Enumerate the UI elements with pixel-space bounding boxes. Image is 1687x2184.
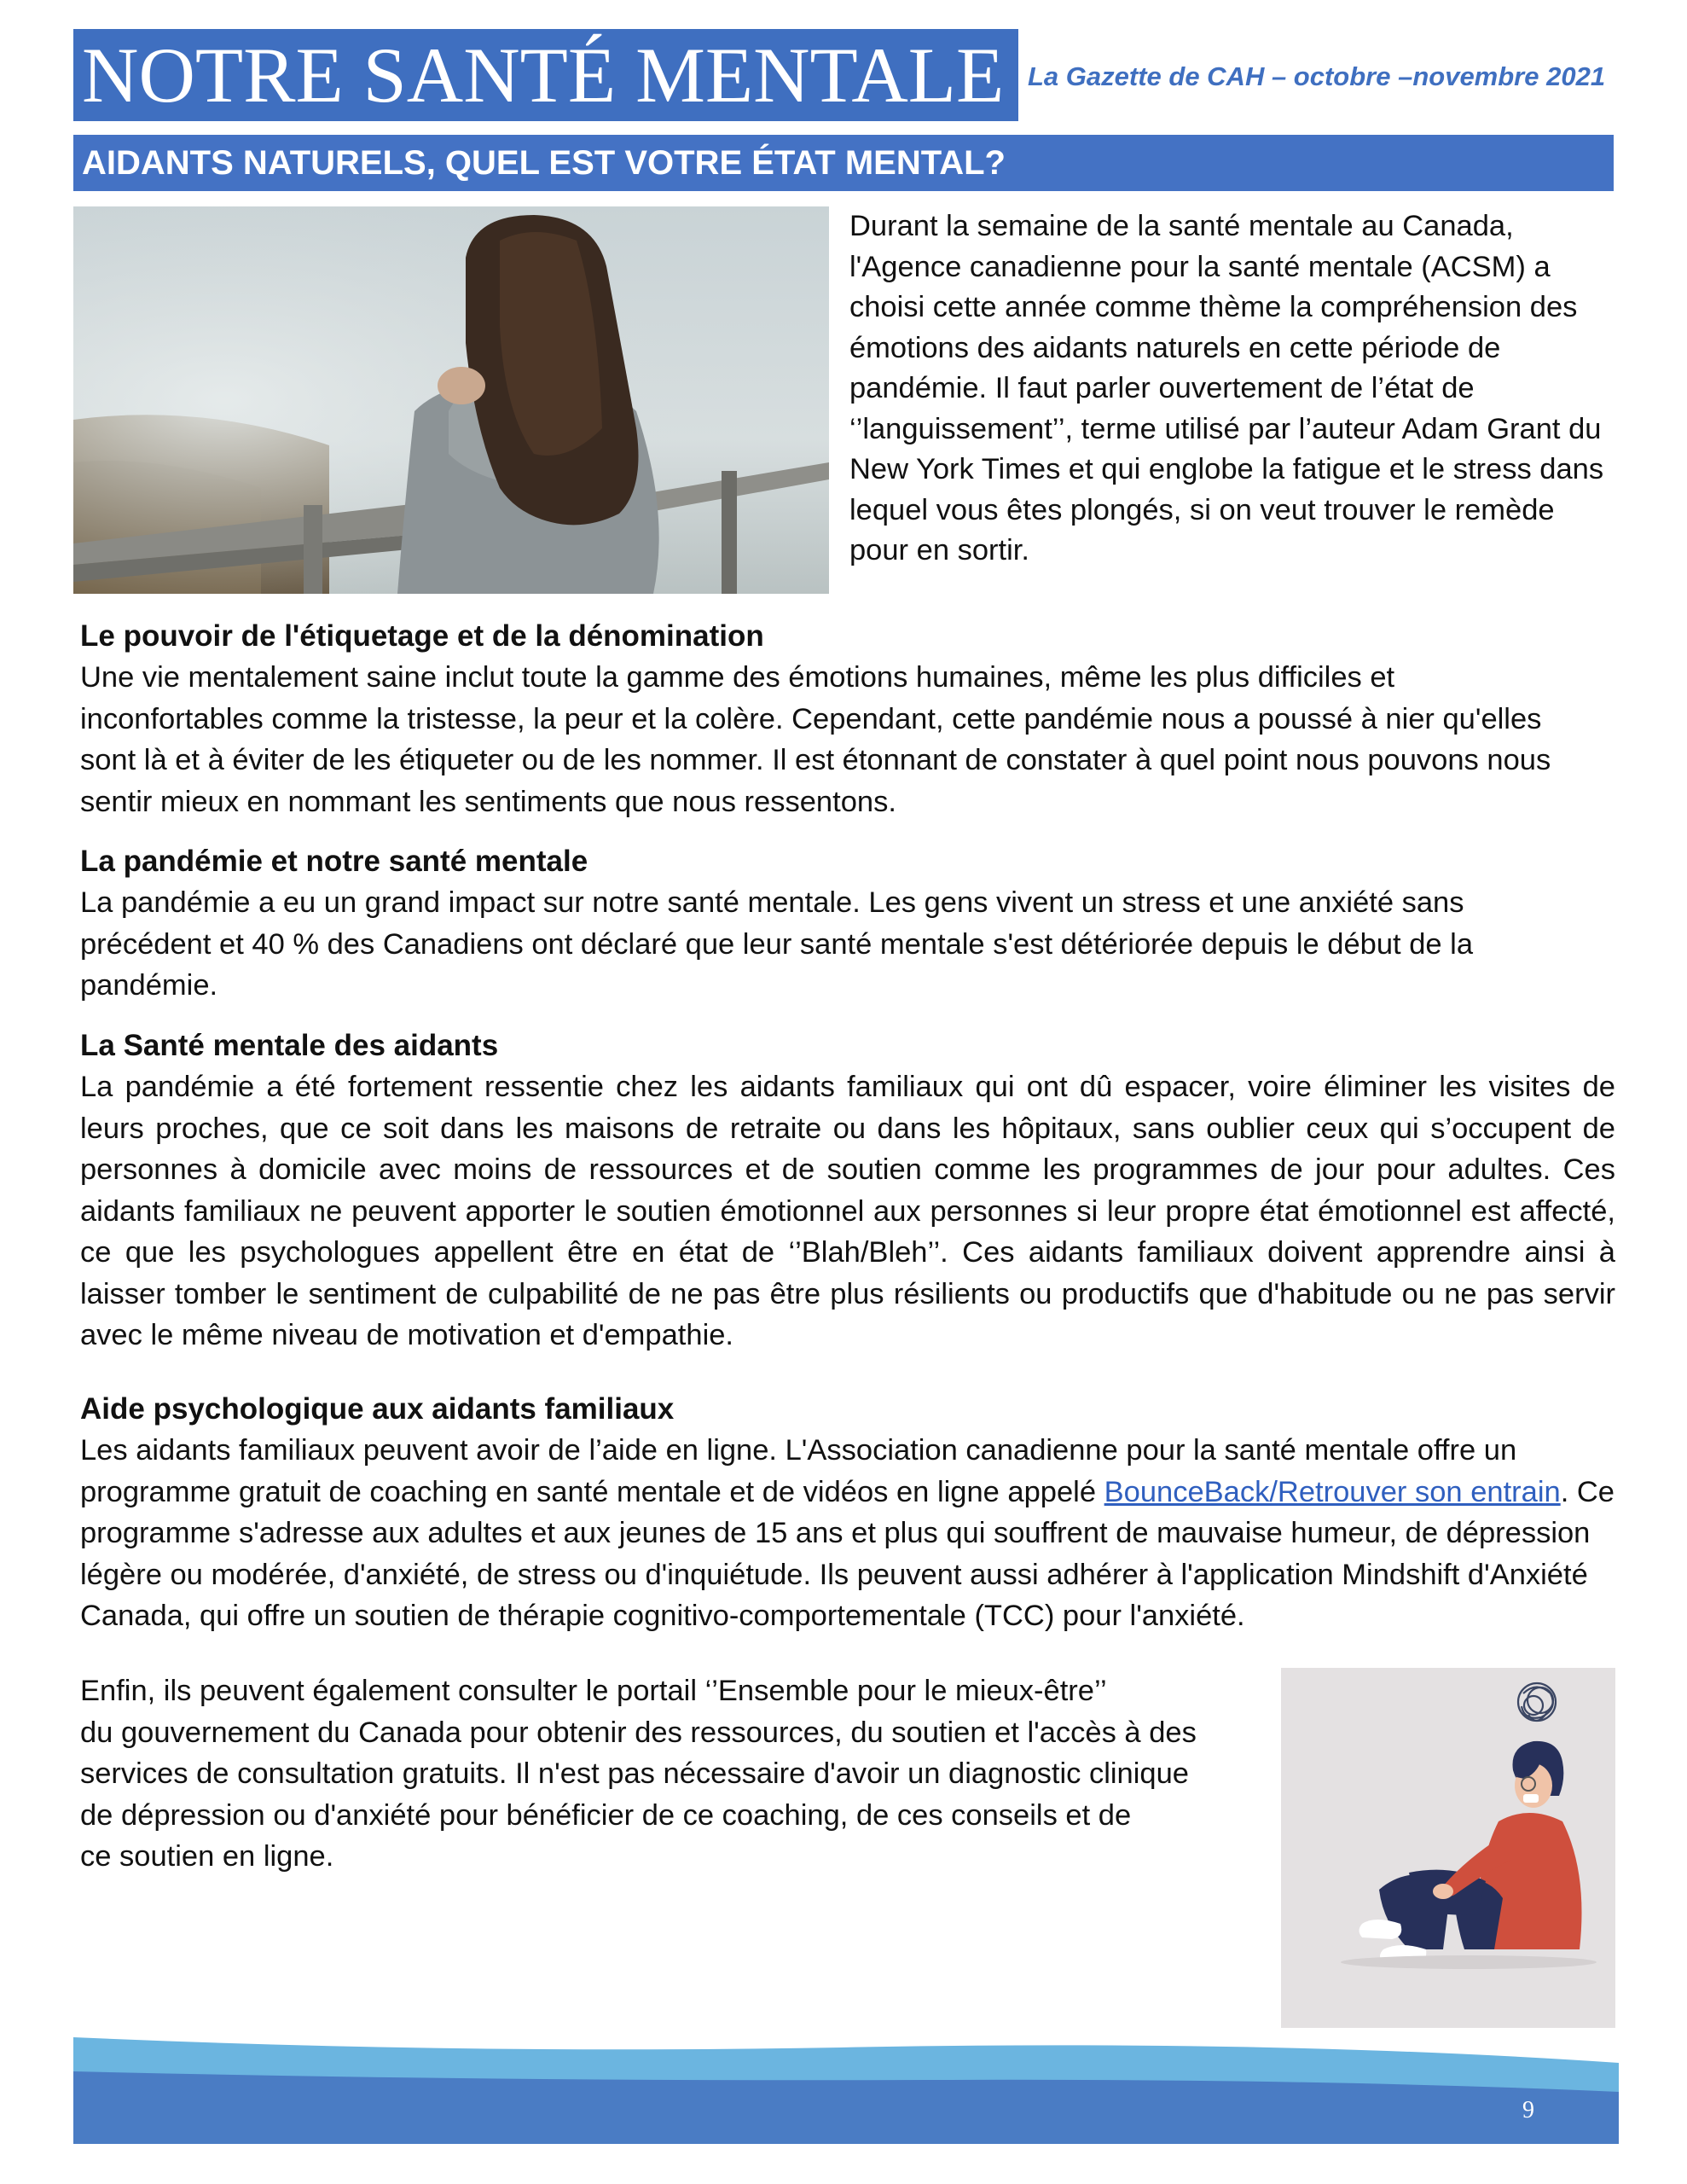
section-heading: La Santé mentale des aidants bbox=[80, 1029, 499, 1062]
stressed-man-illustration bbox=[1281, 1668, 1615, 2028]
closing-line: du gouvernement du Canada pour obtenir des ressources, du soutien et l'accès à des bbox=[80, 1716, 1197, 1749]
closing-line: de dépression ou d'anxiété pour bénéficier de ce coaching, de ces conseils et de bbox=[80, 1798, 1132, 1832]
section-body: La pandémie a été fortement ressentie chez les aidants familiaux qui ont dû espacer, voire éliminer les visites de leurs proches, que ce soit dans les maisons de retraite ou dans les hôpitaux, sans oublier ceux qui s’occupent de personnes à domicile avec moins de ressources et de soutien comme les programmes de jour pour adultes. Ces aidants familiaux ne peuvent apporter le soutien émotionnel aux personnes si leur propre état émotionnel est affecté, ce que les psychologues appellent être en état de ‘’Blah/Bleh’’. Ces aidants familiaux doivent apprendre ainsi à laisser tomber le sentiment de culpabilité de ne pas être plus résilients ou productifs que d'habitude ou ne pas servir avec le même niveau de motivation et d'empathie. bbox=[80, 1071, 1615, 1351]
section-heading: Aide psychologique aux aidants familiaux bbox=[80, 1392, 675, 1426]
section-labeling bbox=[80, 616, 1615, 822]
section-body bbox=[80, 1430, 1615, 1637]
closing-line: services de consultation gratuits. Il n'est pas nécessaire d'avoir un diagnostic clinique bbox=[80, 1757, 1189, 1790]
page-number: 9 bbox=[1522, 2097, 1534, 2123]
section-pandemic bbox=[80, 841, 1615, 1007]
body-text-before-link: Les aidants familiaux peuvent avoir de l’aide en ligne. L'Association canadienne pour la santé mentale offre un programme gratuit de coaching en santé mentale et de vidéos en ligne appelé bbox=[80, 1434, 1517, 1508]
bounceback-link[interactable]: BounceBack/Retrouver son entrain bbox=[1104, 1475, 1561, 1508]
closing-paragraph bbox=[80, 1670, 1274, 1878]
closing-line: ce soutien en ligne. bbox=[80, 1840, 334, 1873]
section-body: Une vie mentalement saine inclut toute la gamme des émotions humaines, même les plus difficiles et inconfortables comme la tristesse, la peur et la colère. Cependant, cette pandémie nous a poussé à nier qu'elles sont là et à éviter de les étiqueter ou de les nommer. Il est étonnant de constater à quel point nous pouvons nous sentir mieux en nommant les sentiments que nous ressentons. bbox=[80, 661, 1551, 818]
section-caregivers-mental-health bbox=[80, 1025, 1615, 1356]
article-headline: AIDANTS NATURELS, QUEL EST VOTRE ÉTAT MENTAL? bbox=[73, 135, 1614, 191]
gazette-issue-label: La Gazette de CAH – octobre –novembre 2021 bbox=[1028, 61, 1606, 91]
section-heading: La pandémie et notre santé mentale bbox=[80, 845, 588, 878]
woman-in-fog-photo bbox=[73, 206, 829, 594]
section-body: La pandémie a eu un grand impact sur notre santé mentale. Les gens vivent un stress et une anxiété sans précédent et 40 % des Canadiens ont déclaré que leur santé mentale s'est détériorée depuis le début de la pandémie. bbox=[80, 886, 1474, 1002]
body-text-after-link: . Ce programme s'adresse aux adultes et aux jeunes de 15 ans et plus qui souffrent de mauvaise humeur, de dépression légère ou modérée, d'anxiété, de stress ou d'inquiétude. Ils peuvent aussi adhérer à l'application Mindshift d'Anxiété Canada, qui offre un soutien de thérapie cognitivo-comportementale (TCC) pour l'anxiété. bbox=[80, 1475, 1615, 1632]
section-heading: Le pouvoir de l'étiquetage et de la dénomination bbox=[80, 619, 764, 653]
footer-wave-band bbox=[73, 2029, 1619, 2144]
intro-paragraph: Durant la semaine de la santé mentale au Canada, l'Agence canadienne pour la santé mentale (ACSM) a choisi cette année comme thème la compréhension des émotions des aidants naturels en cette période de pandémie. Il faut parler ouvertement de l’état de ‘’languissement’’, terme utilisé par l’auteur Adam Grant du New York Times et qui englobe la fatigue et le stress dans lequel vous êtes plongés, si on veut trouver le remède pour en sortir. bbox=[849, 210, 1604, 566]
section-psychological-help bbox=[80, 1389, 1615, 1637]
masthead-title: NOTRE SANTÉ MENTALE bbox=[73, 29, 1018, 121]
closing-line: Enfin, ils peuvent également consulter le portail ‘’Ensemble pour le mieux-être’’ bbox=[80, 1675, 1107, 1707]
